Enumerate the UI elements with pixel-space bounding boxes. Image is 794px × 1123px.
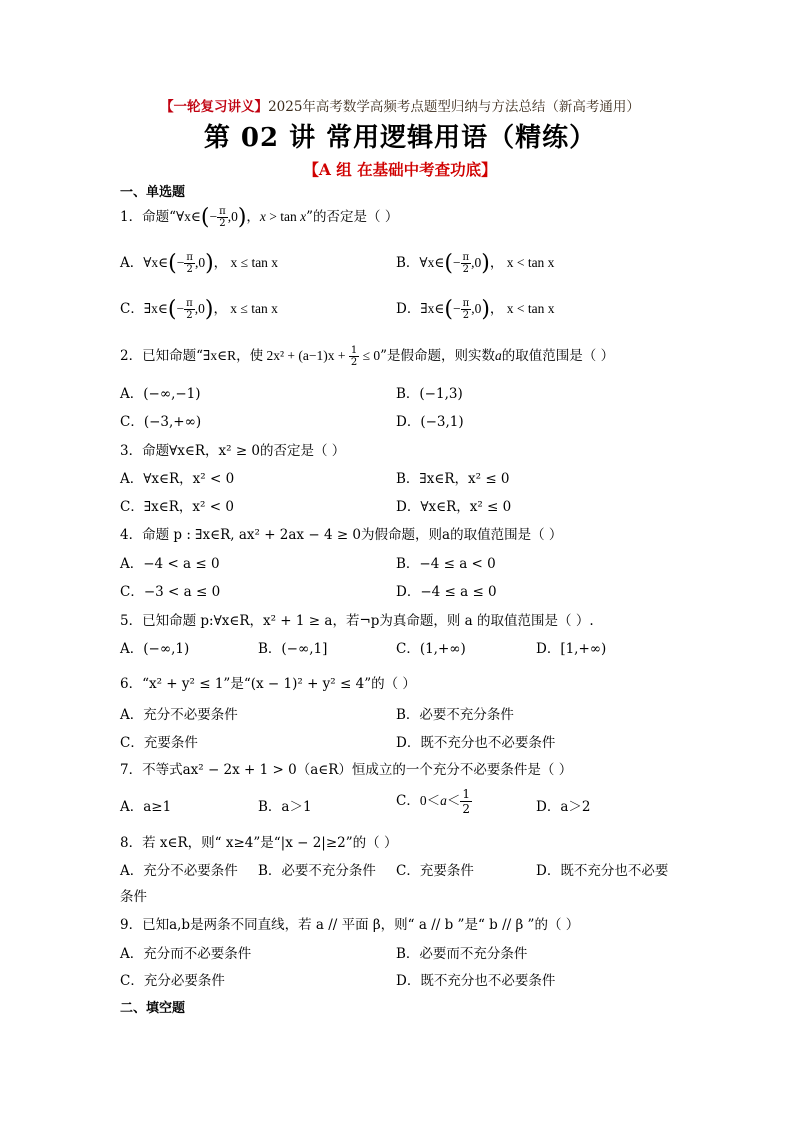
- q2-option-d[interactable]: D．(−3,1): [396, 414, 464, 430]
- page-title: 第 02 讲 常用逻辑用语（精练）: [203, 123, 597, 153]
- q9-option-d[interactable]: D．既不充分也不必要条件: [396, 973, 556, 989]
- section-single-choice: 一、单选题: [120, 185, 186, 200]
- q6-option-c[interactable]: C．充要条件: [120, 735, 198, 751]
- q7-option-c[interactable]: C．0＜a＜ $\frac{1}{2}$: [396, 787, 470, 816]
- q4-option-c[interactable]: C．−3 < a ≤ 0: [120, 584, 221, 600]
- q1-stem-suffix: ”的否定是（ ）: [306, 209, 399, 225]
- q7-option-b[interactable]: B．a＞1: [258, 799, 312, 815]
- q5-option-d[interactable]: D．[1,+∞): [536, 641, 607, 657]
- q6-option-d[interactable]: D．既不充分也不必要条件: [396, 735, 556, 751]
- q9-option-b[interactable]: B．必要而不充分条件: [396, 946, 528, 962]
- question-7: 7．不等式ax² − 2x + 1 > 0（a∈R）恒成立的一个充分不必要条件是（ ）: [120, 762, 573, 778]
- q4-option-b[interactable]: B．−4 ≤ a < 0: [396, 556, 496, 572]
- q2-option-a[interactable]: A．(−∞,−1): [120, 386, 201, 402]
- q2-option-b[interactable]: B．(−1,3): [396, 386, 463, 402]
- q8-option-d-wrap: 条件: [120, 889, 147, 905]
- q2-option-c[interactable]: C．(−3,+∞): [120, 414, 202, 430]
- q5-option-b[interactable]: B．(−∞,1]: [258, 641, 328, 657]
- q3-option-c[interactable]: C．∃x∈R，x² < 0: [120, 499, 234, 515]
- q1-option-c[interactable]: C．∃x∈(− $\frac{\pi}{2}$ ,0)， x ≤ tan x: [120, 297, 278, 322]
- q8-option-c[interactable]: C．充要条件: [396, 863, 474, 879]
- q5-option-c[interactable]: C．(1,+∞): [396, 641, 466, 657]
- question-5: 5．已知命题 p:∀x∈R，x² + 1 ≥ a，若¬p为真命题，则 a 的取值范围是（ ）.: [120, 613, 594, 629]
- q1-option-b[interactable]: B．∀x∈(− $\frac{\pi}{2}$ ,0)， x < tan x: [396, 251, 555, 276]
- q1-option-d[interactable]: D．∃x∈(− $\frac{\pi}{2}$ ,0)， x < tan x: [396, 297, 555, 322]
- question-1: 1．命题“∀x∈(− $\frac{\pi}{2}$ ,0)，x > tan x”的否定是（ ）: [120, 205, 399, 230]
- q8-option-d[interactable]: D．既不充分也不必要: [536, 863, 669, 879]
- question-4: 4．命题 p : ∃x∈R, ax² + 2ax − 4 ≥ 0为假命题，则a的取值范围是（ ）: [120, 527, 563, 543]
- q4-option-d[interactable]: D．−4 ≤ a ≤ 0: [396, 584, 497, 600]
- section-fill-blank: 二、填空题: [120, 1001, 186, 1016]
- question-3: 3．命题∀x∈R，x² ≥ 0的否定是（ ）: [120, 443, 346, 459]
- q1-stem-prefix: 1．命题“: [120, 209, 176, 225]
- q1-option-a[interactable]: A．∀x∈(− $\frac{\pi}{2}$ ,0)， x ≤ tan x: [120, 251, 279, 276]
- q9-option-a[interactable]: A．充分而不必要条件: [120, 946, 252, 962]
- q3-option-b[interactable]: B．∃x∈R，x² ≤ 0: [396, 471, 510, 487]
- question-8: 8．若 x∈R，则“ x≥4”是“|x − 2|≥2”的（ ）: [120, 835, 398, 851]
- q9-option-c[interactable]: C．充分必要条件: [120, 973, 225, 989]
- q6-option-b[interactable]: B．必要不充分条件: [396, 707, 514, 723]
- q8-option-a[interactable]: A．充分不必要条件: [120, 863, 238, 879]
- q4-option-a[interactable]: A．−4 < a ≤ 0: [120, 556, 220, 572]
- header-series: 2025年高考数学高频考点题型归纳与方法总结（新高考通用）: [268, 99, 640, 115]
- q5-option-a[interactable]: A．(−∞,1): [120, 641, 190, 657]
- q3-option-a[interactable]: A．∀x∈R，x² < 0: [120, 471, 235, 487]
- q8-option-b[interactable]: B．必要不充分条件: [258, 863, 376, 879]
- q6-option-a[interactable]: A．充分不必要条件: [120, 707, 238, 723]
- header-tag: 【一轮复习讲义】: [160, 99, 269, 115]
- q7-option-a[interactable]: A．a≥1: [120, 799, 172, 815]
- question-6: 6．“x² + y² ≤ 1”是“(x − 1)² + y² ≤ 4”的（ ）: [120, 676, 416, 692]
- question-9: 9．已知a,b是两条不同直线，若 a // 平面 β，则“ a // b ”是“ b // β ”的（ ）: [120, 917, 580, 933]
- q3-option-d[interactable]: D．∀x∈R，x² ≤ 0: [396, 499, 512, 515]
- question-2: 2．已知命题“∃x∈R，使 2x² + (a−1)x + $\frac{1}{2}$ ≤ 0”是假命题，则实数a的取值范围是（ ）: [120, 345, 615, 368]
- series-header: [110, 95, 690, 115]
- page-subtitle: 【A 组 在基础中考查功底】: [303, 160, 497, 179]
- q7-option-d[interactable]: D．a＞2: [536, 799, 591, 815]
